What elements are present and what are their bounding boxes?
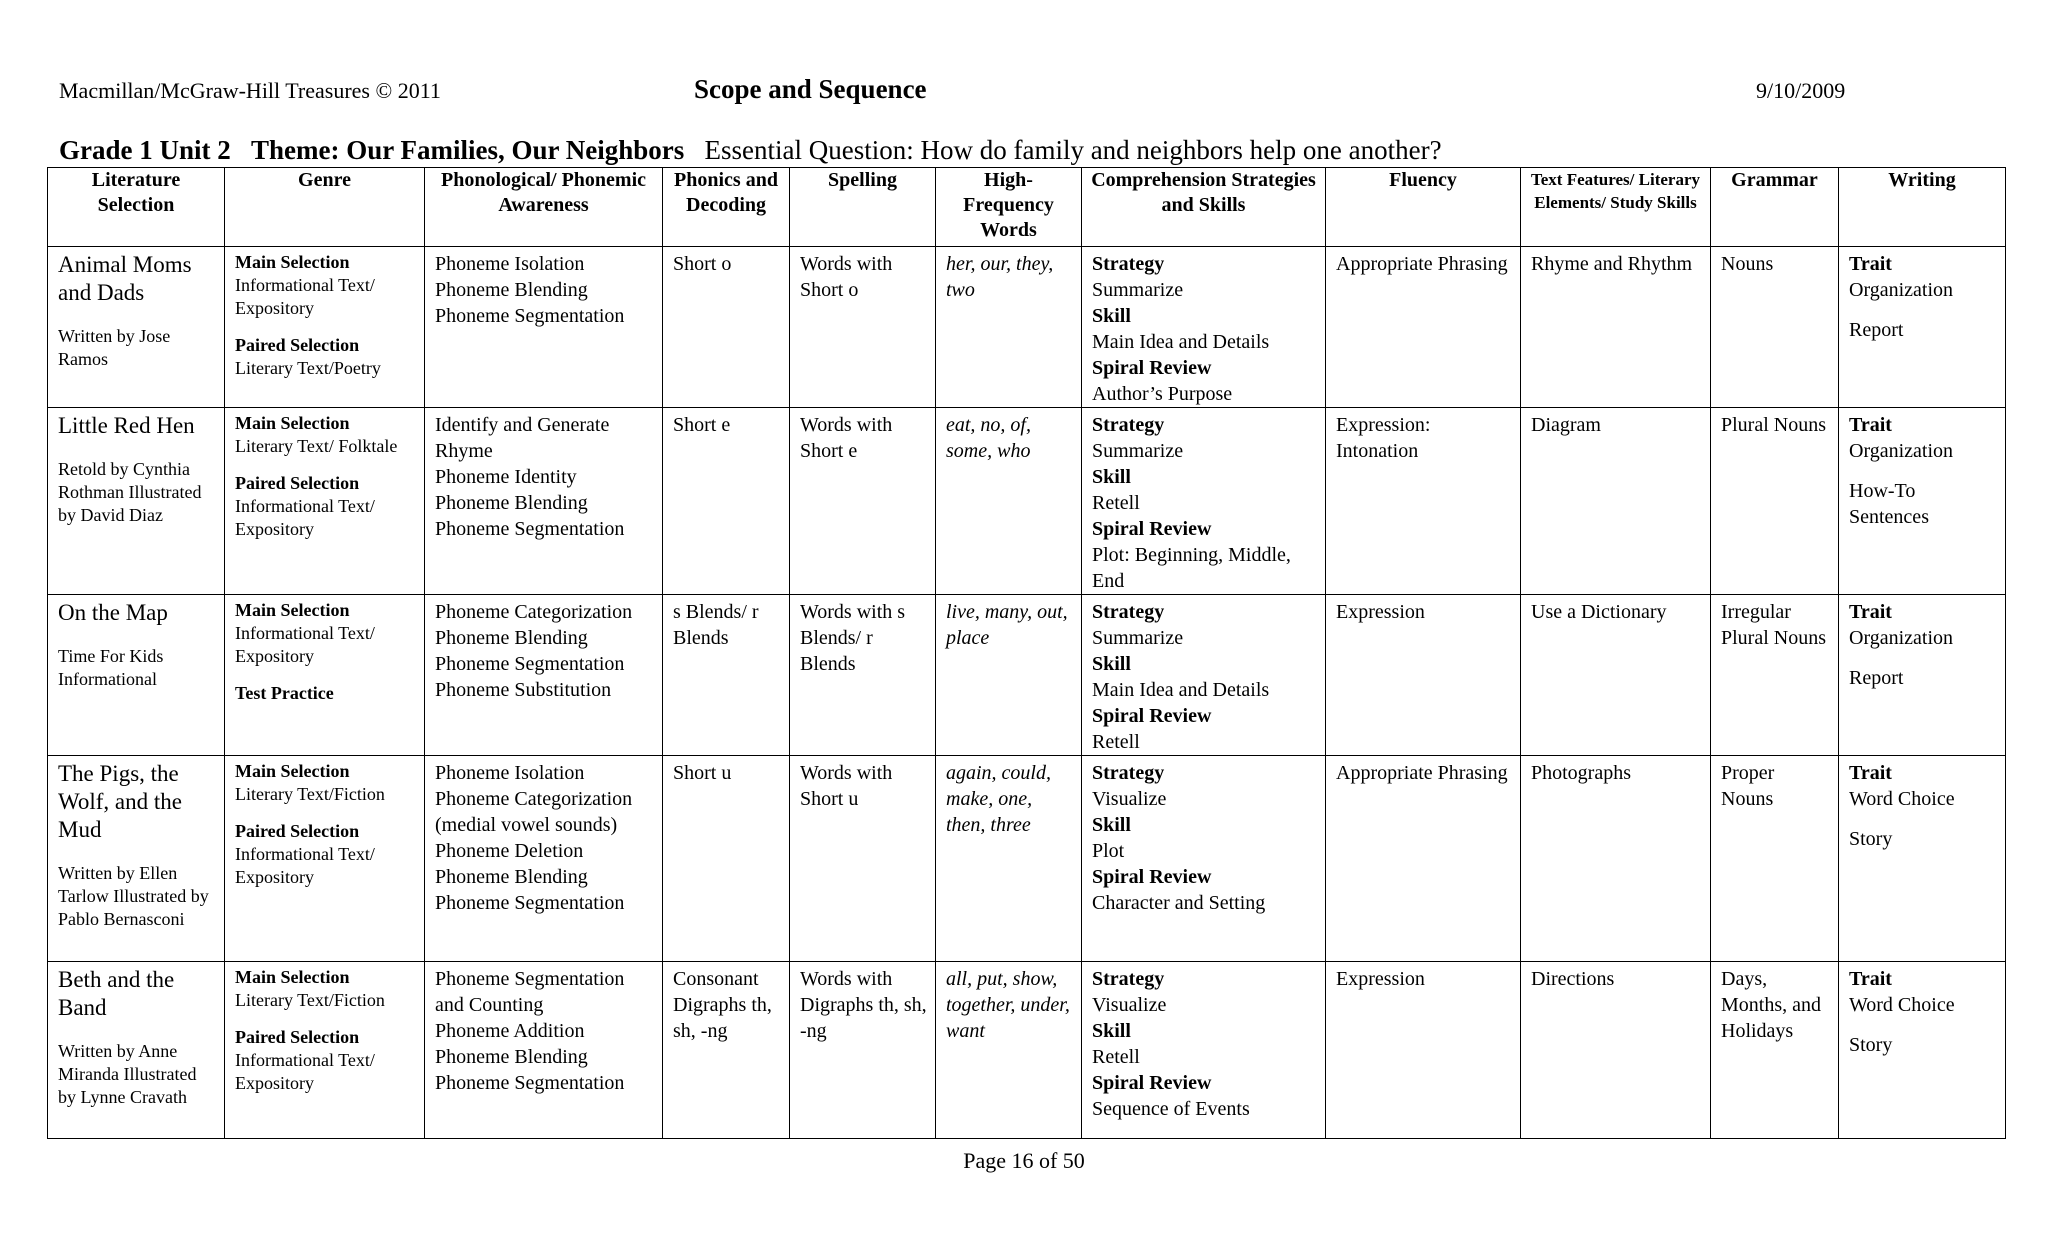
phonics-skill: s Blends/ r Blends — [673, 601, 759, 649]
phonological-cell — [425, 595, 663, 756]
trait-label: Trait — [1849, 762, 1892, 784]
text-features: Photographs — [1531, 762, 1631, 784]
trait-label: Trait — [1849, 414, 1892, 436]
trait-label: Trait — [1849, 253, 1892, 275]
spelling-skill: Words with Short u — [800, 762, 893, 810]
spiral-review: Sequence of Events — [1092, 1098, 1250, 1120]
document-date: 9/10/2009 — [1756, 78, 1846, 103]
high-frequency-words: live, many, out, place — [946, 601, 1068, 649]
grammar: Plural Nouns — [1721, 414, 1826, 436]
trait: Word Choice — [1849, 788, 1955, 810]
main-genre: Literary Text/Fiction — [235, 990, 385, 1010]
strategy-label: Strategy — [1092, 414, 1165, 436]
phonics-cell — [663, 756, 790, 962]
scope-sequence-table — [47, 167, 2006, 1139]
writing-cell — [1839, 408, 2006, 595]
hfw-cell — [936, 756, 1082, 962]
strategy: Summarize — [1092, 627, 1184, 649]
writing-cell — [1839, 595, 2006, 756]
table-row — [48, 962, 2006, 1139]
skill-label: Skill — [1092, 653, 1131, 675]
phonics-cell — [663, 595, 790, 756]
grammar-cell — [1711, 962, 1839, 1139]
phonics-skill: Short o — [673, 253, 732, 275]
strategy-label: Strategy — [1092, 601, 1165, 623]
theme-line — [59, 135, 1442, 166]
spiral-review: Retell — [1092, 731, 1140, 753]
col-header: Spelling — [790, 168, 936, 247]
document-title: Scope and Sequence — [694, 74, 927, 104]
skill: Retell — [1092, 1046, 1140, 1068]
spelling-skill: Words with Digraphs th, sh, -ng — [800, 968, 927, 1042]
phonics-skill: Consonant Digraphs th, sh, -ng — [673, 968, 772, 1042]
skill-label: Skill — [1092, 814, 1131, 836]
phonics-cell — [663, 962, 790, 1139]
essential-question: Essential Question: How do family and neighbors help one another? — [704, 135, 1442, 165]
secondary-selection-label: Paired Selection — [235, 821, 360, 841]
spelling-skill: Words with Short e — [800, 414, 893, 462]
spelling-cell — [790, 756, 936, 962]
writing-cell — [1839, 756, 2006, 962]
text-features: Use a Dictionary — [1531, 601, 1667, 623]
spiral-review-label: Spiral Review — [1092, 705, 1212, 727]
phonics-cell — [663, 408, 790, 595]
spelling-cell — [790, 962, 936, 1139]
comprehension-cell — [1082, 962, 1326, 1139]
writing-form: Story — [1849, 828, 1893, 850]
spiral-review-label: Spiral Review — [1092, 1072, 1212, 1094]
phonics-skill: Short e — [673, 414, 731, 436]
phonological-skills: Phoneme Isolation Phoneme Blending Phoneme Segmentation — [435, 253, 625, 327]
skill: Main Idea and Details — [1092, 331, 1270, 353]
writing-form: Report — [1849, 319, 1904, 341]
grammar-cell — [1711, 756, 1839, 962]
fluency-cell — [1326, 595, 1521, 756]
strategy: Visualize — [1092, 788, 1167, 810]
literature-cell — [48, 408, 225, 595]
skill: Main Idea and Details — [1092, 679, 1270, 701]
hfw-cell — [936, 595, 1082, 756]
text-features-cell — [1521, 756, 1711, 962]
page-number: Page 16 of 50 — [963, 1148, 1085, 1173]
writing-form: Story — [1849, 1034, 1893, 1056]
literature-cell — [48, 756, 225, 962]
col-header: Fluency — [1326, 168, 1521, 247]
spiral-review-label: Spiral Review — [1092, 357, 1212, 379]
high-frequency-words: her, our, they, two — [946, 253, 1054, 301]
selection-credit: Written by Jose Ramos — [58, 326, 171, 369]
col-header: Genre — [225, 168, 425, 247]
phonological-cell — [425, 756, 663, 962]
phonics-skill: Short u — [673, 762, 732, 784]
skill-label: Skill — [1092, 466, 1131, 488]
text-features-cell — [1521, 408, 1711, 595]
phonological-cell — [425, 962, 663, 1139]
secondary-selection-label: Paired Selection — [235, 473, 360, 493]
grammar: Proper Nouns — [1721, 762, 1775, 810]
phonological-skills: Phoneme Isolation Phoneme Categorization (medial vowel sounds) Phoneme Deletion Phoneme Blending Phoneme Segmentation — [435, 762, 633, 914]
col-header: Phonics and Decoding — [663, 168, 790, 247]
trait-label: Trait — [1849, 601, 1892, 623]
phonological-skills: Phoneme Segmentation and Counting Phoneme Addition Phoneme Blending Phoneme Segmentation — [435, 968, 625, 1094]
spelling-cell — [790, 595, 936, 756]
skill-label: Skill — [1092, 305, 1131, 327]
fluency-cell — [1326, 756, 1521, 962]
selection-title: On the Map — [58, 600, 168, 625]
grammar: Days, Months, and Holidays — [1721, 968, 1821, 1042]
hfw-cell — [936, 962, 1082, 1139]
genre-cell — [225, 247, 425, 408]
secondary-selection-label: Paired Selection — [235, 335, 360, 355]
text-features-cell — [1521, 962, 1711, 1139]
literature-cell — [48, 595, 225, 756]
comprehension-cell — [1082, 756, 1326, 962]
table-row — [48, 756, 2006, 962]
hfw-cell — [936, 408, 1082, 595]
publisher-header: Macmillan/McGraw-Hill Treasures © 2011 — [59, 78, 441, 103]
spiral-review: Plot: Beginning, Middle, End — [1092, 544, 1291, 592]
col-header: Literature Selection — [48, 168, 225, 247]
trait: Word Choice — [1849, 994, 1955, 1016]
fluency: Expression: Intonation — [1336, 414, 1431, 462]
phonological-cell — [425, 247, 663, 408]
fluency-cell — [1326, 408, 1521, 595]
selection-credit: Retold by Cynthia Rothman Illustrated by David Diaz — [58, 459, 202, 525]
comprehension-cell — [1082, 595, 1326, 756]
phonological-skills: Phoneme Categorization Phoneme Blending Phoneme Segmentation Phoneme Substitution — [435, 601, 633, 701]
spelling-skill: Words with Short o — [800, 253, 893, 301]
comprehension-cell — [1082, 247, 1326, 408]
selection-title: Little Red Hen — [58, 413, 195, 438]
genre-cell — [225, 595, 425, 756]
writing-form: How-To Sentences — [1849, 480, 1929, 528]
secondary-selection-label: Test Practice — [235, 683, 334, 703]
table-row — [48, 408, 2006, 595]
secondary-genre: Informational Text/ Expository — [235, 844, 375, 887]
phonics-cell — [663, 247, 790, 408]
strategy: Summarize — [1092, 279, 1184, 301]
skill-label: Skill — [1092, 1020, 1131, 1042]
spiral-review-label: Spiral Review — [1092, 866, 1212, 888]
grammar: Irregular Plural Nouns — [1721, 601, 1826, 649]
strategy: Summarize — [1092, 440, 1184, 462]
secondary-selection-label: Paired Selection — [235, 1027, 360, 1047]
grammar-cell — [1711, 247, 1839, 408]
high-frequency-words: eat, no, of, some, who — [946, 414, 1031, 462]
table-row — [48, 595, 2006, 756]
phonological-cell — [425, 408, 663, 595]
selection-title: Animal Moms and Dads — [58, 252, 192, 305]
main-selection-label: Main Selection — [235, 967, 350, 987]
col-header: Phonological/ Phonemic Awareness — [425, 168, 663, 247]
trait-label: Trait — [1849, 968, 1892, 990]
spiral-review: Character and Setting — [1092, 892, 1266, 914]
main-genre: Informational Text/ Expository — [235, 275, 375, 318]
text-features-cell — [1521, 247, 1711, 408]
strategy-label: Strategy — [1092, 762, 1165, 784]
col-header: Writing — [1839, 168, 2006, 247]
high-frequency-words: again, could, make, one, then, three — [946, 762, 1051, 836]
genre-cell — [225, 962, 425, 1139]
main-genre: Literary Text/Fiction — [235, 784, 385, 804]
spelling-skill: Words with s Blends/ r Blends — [800, 601, 906, 675]
comprehension-cell — [1082, 408, 1326, 595]
spiral-review-label: Spiral Review — [1092, 518, 1212, 540]
table-row — [48, 247, 2006, 408]
grammar-cell — [1711, 595, 1839, 756]
fluency: Expression — [1336, 968, 1425, 990]
trait: Organization — [1849, 440, 1954, 462]
main-selection-label: Main Selection — [235, 761, 350, 781]
main-genre: Literary Text/ Folktale — [235, 436, 398, 456]
hfw-cell — [936, 247, 1082, 408]
literature-cell — [48, 247, 225, 408]
spiral-review: Author’s Purpose — [1092, 383, 1233, 405]
col-header: Grammar — [1711, 168, 1839, 247]
strategy-label: Strategy — [1092, 968, 1165, 990]
grade-unit: Grade 1 Unit 2 — [59, 135, 231, 165]
trait: Organization — [1849, 279, 1954, 301]
trait: Organization — [1849, 627, 1954, 649]
selection-credit: Written by Anne Miranda Illustrated by Lynne Cravath — [58, 1041, 197, 1107]
writing-form: Report — [1849, 667, 1904, 689]
fluency-cell — [1326, 247, 1521, 408]
secondary-genre: Informational Text/ Expository — [235, 496, 375, 539]
phonological-skills: Identify and Generate Rhyme Phoneme Identity Phoneme Blending Phoneme Segmentation — [435, 414, 625, 540]
text-features: Rhyme and Rhythm — [1531, 253, 1693, 275]
secondary-genre: Informational Text/ Expository — [235, 1050, 375, 1093]
text-features: Diagram — [1531, 414, 1601, 436]
grammar-cell — [1711, 408, 1839, 595]
fluency: Appropriate Phrasing — [1336, 253, 1508, 275]
writing-cell — [1839, 962, 2006, 1139]
main-selection-label: Main Selection — [235, 413, 350, 433]
unit-theme: Theme: Our Families, Our Neighbors — [251, 135, 685, 165]
col-header: High-Frequency Words — [936, 168, 1082, 247]
strategy-label: Strategy — [1092, 253, 1165, 275]
spelling-cell — [790, 408, 936, 595]
genre-cell — [225, 408, 425, 595]
main-genre: Informational Text/ Expository — [235, 623, 375, 666]
main-selection-label: Main Selection — [235, 252, 350, 272]
main-selection-label: Main Selection — [235, 600, 350, 620]
literature-cell — [48, 962, 225, 1139]
text-features: Directions — [1531, 968, 1615, 990]
grammar: Nouns — [1721, 253, 1774, 275]
fluency: Appropriate Phrasing — [1336, 762, 1508, 784]
selection-title: Beth and the Band — [58, 967, 175, 1020]
col-header: Text Features/ Literary Elements/ Study Skills — [1521, 168, 1711, 247]
secondary-genre: Literary Text/Poetry — [235, 358, 381, 378]
strategy: Visualize — [1092, 994, 1167, 1016]
genre-cell — [225, 756, 425, 962]
selection-credit: Written by Ellen Tarlow Illustrated by Pablo Bernasconi — [58, 863, 209, 929]
table-header-row — [48, 168, 2006, 247]
skill: Plot — [1092, 840, 1125, 862]
selection-credit: Time For Kids Informational — [58, 646, 164, 689]
writing-cell — [1839, 247, 2006, 408]
col-header: Comprehension Strategies and Skills — [1082, 168, 1326, 247]
high-frequency-words: all, put, show, together, under, want — [946, 968, 1070, 1042]
fluency: Expression — [1336, 601, 1425, 623]
fluency-cell — [1326, 962, 1521, 1139]
skill: Retell — [1092, 492, 1140, 514]
text-features-cell — [1521, 595, 1711, 756]
selection-title: The Pigs, the Wolf, and the Mud — [58, 761, 182, 842]
spelling-cell — [790, 247, 936, 408]
